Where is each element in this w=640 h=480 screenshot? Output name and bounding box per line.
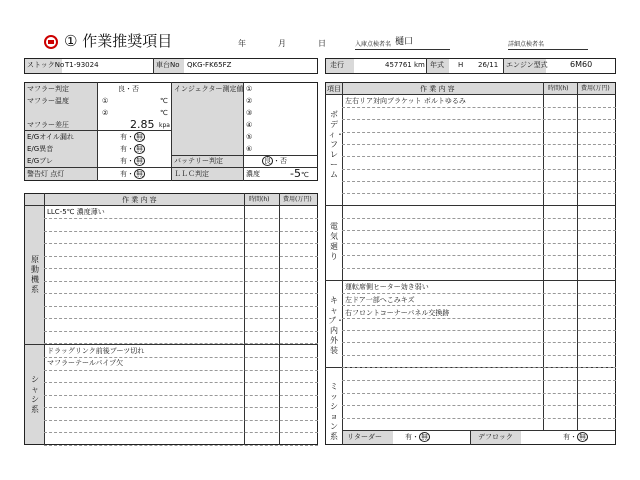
warning-label: 警告灯 点灯	[27, 170, 65, 178]
muffler-judge-value: 良・否	[118, 85, 139, 93]
retarder-label: リターダー	[347, 433, 382, 441]
rule-line	[342, 330, 616, 331]
chassis-category: シャシ系	[31, 375, 39, 414]
muffler-diff-value: 2.85	[130, 118, 155, 131]
cab-item-3: 右フロントコーナーパネル交換跡	[345, 309, 450, 317]
temp-1-label: ①	[102, 97, 109, 105]
injector-label: インジェクター測定値	[174, 85, 244, 93]
era-value: H	[458, 61, 464, 69]
muffler-diff-label: マフラー差圧	[27, 121, 69, 129]
cab-item-1: 運転席側ヒーター効き弱い	[345, 283, 429, 291]
rule-line	[44, 432, 318, 433]
rule-line	[342, 355, 616, 356]
rule-line	[342, 193, 616, 194]
km-unit: km	[414, 61, 425, 69]
noise-label: E/G異音	[27, 145, 54, 153]
rule-line	[342, 132, 616, 133]
rule-line	[44, 370, 318, 371]
right-col-time: 時間(h)	[548, 85, 569, 92]
rule-line	[44, 293, 318, 294]
month-label: 月	[278, 39, 286, 48]
concentration-label: 濃度	[246, 170, 260, 178]
day-label: 日	[318, 39, 326, 48]
rule-line	[342, 305, 616, 306]
right-col-category: 項目	[327, 85, 341, 93]
rule-line	[342, 268, 616, 269]
stock-label: ストックNo	[27, 61, 65, 69]
llc-label: ＬＬＣ判定	[174, 170, 209, 178]
inj-2: ②	[246, 97, 253, 105]
inj-6: ⑥	[246, 145, 253, 153]
noise-value: 有・ 無	[120, 145, 143, 153]
rule-line	[44, 243, 318, 244]
temp-1-unit: ℃	[160, 97, 168, 105]
shake-value: 有・ 無	[120, 157, 143, 165]
rule-line	[342, 342, 616, 343]
shake-label: E/Gブレ	[27, 157, 53, 165]
rule-line	[342, 380, 616, 381]
inspector-label: 入庫点検者名	[355, 41, 392, 48]
rule-line	[44, 231, 318, 232]
rule-line	[44, 445, 318, 446]
detail-inspector-label: 詳細点検者名	[508, 41, 545, 48]
muffler-judge-label: マフラー判定	[27, 85, 69, 93]
llc-value: -5℃	[290, 167, 309, 180]
oil-leak-label: E/Gオイル漏れ	[27, 133, 74, 141]
body-item-1: 左右リア対向ブラケット ボルトゆるみ	[345, 97, 466, 105]
page-title: ① 作業推奨項目	[64, 32, 173, 50]
left-col-time: 時間(h)	[249, 196, 270, 203]
engine-value: 6M60	[570, 60, 593, 69]
rule-line	[44, 318, 318, 319]
inj-3: ③	[246, 109, 253, 117]
rule-line	[44, 331, 318, 332]
inj-5: ⑤	[246, 133, 253, 141]
temp-2-unit: ℃	[160, 109, 168, 117]
rule-line	[342, 318, 616, 319]
difflock-value: 有・ 無	[563, 433, 586, 441]
rule-line	[342, 169, 616, 170]
engine-label: エンジン型式	[506, 61, 548, 69]
mileage-label: 走行	[330, 61, 344, 69]
oil-leak-value: 有・ 無	[120, 133, 143, 141]
rule-line	[44, 420, 318, 421]
mileage-value: 457761	[385, 61, 412, 69]
rule-line	[44, 343, 318, 344]
rule-line	[342, 107, 616, 108]
rule-line	[342, 230, 616, 231]
chassis-item-1: ドラッグリンク前後ブーツ切れ	[47, 347, 145, 355]
electric-category: 電気廻り	[330, 222, 338, 261]
rule-line	[44, 218, 318, 219]
rule-line	[44, 407, 318, 408]
rule-line	[342, 367, 616, 368]
inspector-name: 樋口	[395, 37, 414, 47]
rule-line	[44, 281, 318, 282]
rule-line	[44, 256, 318, 257]
right-work-table	[325, 82, 616, 445]
mission-category: ミッション系	[330, 382, 338, 441]
stock-value: T1-93024	[65, 61, 99, 69]
chassis-label: 車台No	[156, 61, 180, 69]
rule-line	[342, 243, 616, 244]
rule-line	[342, 293, 616, 294]
inj-4: ④	[246, 121, 253, 129]
rule-line	[44, 382, 318, 383]
warning-value: 有・ 無	[120, 170, 143, 178]
left-col-item: 作 業 内 容	[122, 196, 157, 204]
rule-line	[342, 405, 616, 406]
rule-line	[342, 144, 616, 145]
chassis-value: QKG-FK65FZ	[187, 61, 232, 69]
muffler-temp-label: マフラー温度	[27, 97, 69, 105]
body-category: ボディ・フレーム	[328, 110, 344, 179]
logo-icon	[44, 35, 58, 49]
engine-item-1: LLC-5℃ 濃度薄い	[47, 208, 105, 216]
cab-category: キャブ・内外装	[328, 296, 344, 355]
battery-label: バッテリー判定	[174, 157, 223, 165]
rule-line	[342, 119, 616, 120]
chassis-item-2: マフラーテールパイプ欠	[47, 359, 124, 367]
left-col-cost: 費用(万円)	[283, 196, 312, 203]
engine-category: 原動機系	[31, 255, 39, 294]
cab-item-2: 左ドア一部へこみキズ	[345, 296, 415, 304]
temp-2-label: ②	[102, 109, 109, 117]
rule-line	[342, 181, 616, 182]
retarder-value: 有・ 無	[405, 433, 428, 441]
rule-line	[342, 156, 616, 157]
kpa-unit: kpa	[159, 122, 170, 129]
rule-line	[44, 268, 318, 269]
right-col-cost: 費用(万円)	[581, 85, 610, 92]
model-year-value: 26/11	[478, 61, 499, 69]
right-col-item: 作 業 内 容	[420, 85, 455, 93]
model-year-label: 年式	[430, 61, 444, 69]
rule-line	[44, 395, 318, 396]
rule-line	[342, 418, 616, 419]
rule-line	[44, 306, 318, 307]
rule-line	[44, 357, 318, 358]
rule-line	[342, 393, 616, 394]
rule-line	[342, 218, 616, 219]
battery-value: 良 ・否	[264, 157, 287, 165]
rule-line	[342, 255, 616, 256]
year-label: 年	[238, 39, 246, 48]
inj-1: ①	[246, 85, 253, 93]
difflock-label: デフロック	[478, 433, 513, 441]
